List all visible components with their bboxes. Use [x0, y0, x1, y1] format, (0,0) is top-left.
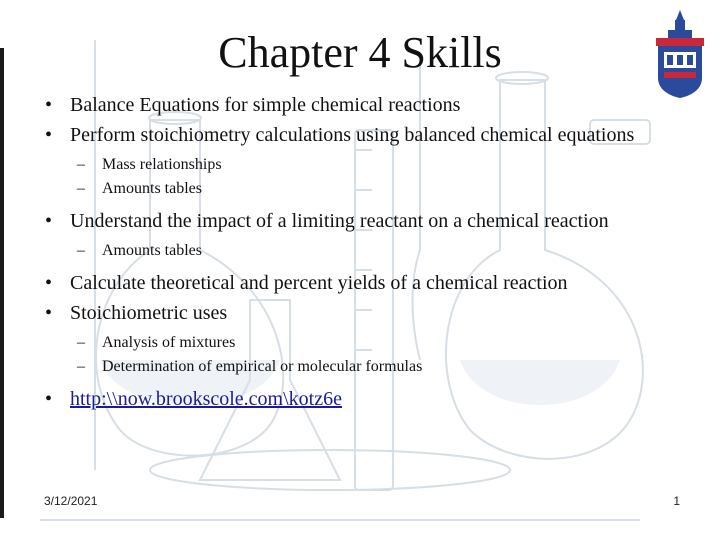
left-border-bar: [0, 48, 4, 518]
sub-bullet-marker: –: [77, 242, 85, 259]
bullet-item: • Perform stoichiometry calculations using balanced chemical equations: [45, 124, 635, 146]
sub-bullet-item: – Mass relationships: [45, 154, 665, 176]
bullet-marker: •: [45, 210, 53, 232]
bullet-item: [45, 387, 665, 412]
bullet-item: • Balance Equations for simple chemical reactions: [45, 94, 461, 116]
course-website-link[interactable]: http:\\now.brookscole.com\kotz6e: [70, 388, 342, 410]
sub-bullet-marker: –: [77, 180, 85, 197]
slide-title: Chapter 4 Skills: [218, 28, 502, 77]
bullet-marker: •: [45, 388, 53, 410]
sub-bullet-item: – Amounts tables: [45, 240, 665, 262]
sub-bullet-item: – Determination of empirical or molecular formulas: [45, 356, 665, 378]
bullet-marker: •: [45, 94, 53, 116]
footer-date: 3/12/2021: [44, 494, 98, 508]
sub-bullet-marker: –: [77, 358, 85, 375]
bullet-item: • Stoichiometric uses: [45, 302, 228, 324]
university-crest-icon: [654, 8, 706, 100]
sub-bullet-marker: –: [77, 334, 85, 351]
sub-bullet-marker: –: [77, 156, 85, 173]
bullet-marker: •: [45, 302, 53, 324]
bullet-marker: •: [45, 124, 53, 146]
bullet-item: • Understand the impact of a limiting reactant on a chemical reaction: [45, 210, 609, 232]
bullet-item: • Calculate theoretical and percent yields of a chemical reaction: [45, 272, 568, 294]
sub-bullet-item: – Analysis of mixtures: [45, 332, 665, 354]
sub-bullet-item: – Amounts tables: [45, 178, 665, 200]
bullet-list: [45, 88, 665, 412]
page-number: 1: [673, 494, 680, 508]
bullet-marker: •: [45, 272, 53, 294]
